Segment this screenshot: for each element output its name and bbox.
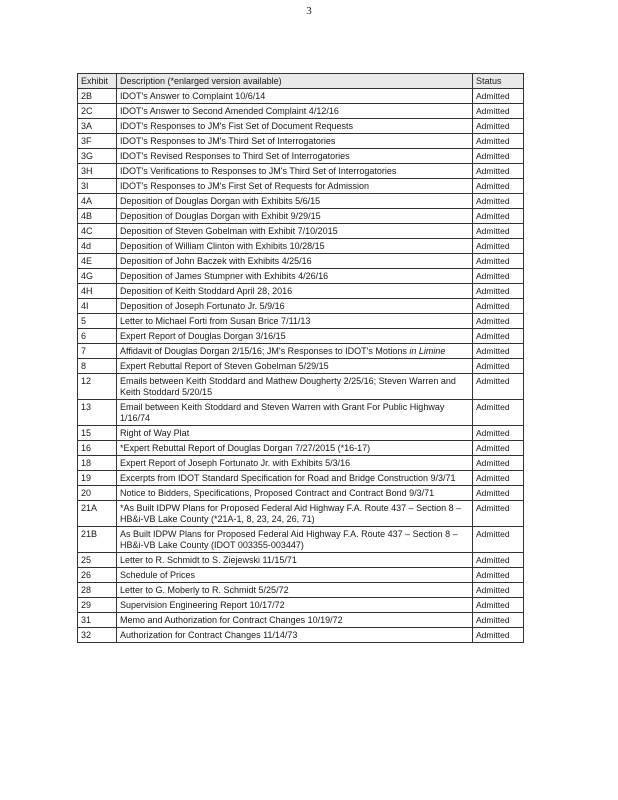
cell-exhibit: 13 xyxy=(78,400,117,426)
cell-description: Deposition of Douglas Dorgan with Exhibit 9/29/15 xyxy=(117,209,473,224)
cell-description: Right of Way Plat xyxy=(117,426,473,441)
cell-description: Schedule of Prices xyxy=(117,568,473,583)
cell-status: Admitted xyxy=(473,134,524,149)
cell-description: IDOT's Verifications to Responses to JM's Third Set of Interrogatories xyxy=(117,164,473,179)
cell-status: Admitted xyxy=(473,598,524,613)
cell-description: Letter to G. Moberly to R. Schmidt 5/25/72 xyxy=(117,583,473,598)
cell-exhibit: 19 xyxy=(78,471,117,486)
cell-status: Admitted xyxy=(473,149,524,164)
cell-exhibit: 4I xyxy=(78,299,117,314)
cell-status: Admitted xyxy=(473,119,524,134)
cell-exhibit: 31 xyxy=(78,613,117,628)
cell-status: Admitted xyxy=(473,329,524,344)
cell-description: Memo and Authorization for Contract Changes 10/19/72 xyxy=(117,613,473,628)
cell-description: Expert Report of Douglas Dorgan 3/16/15 xyxy=(117,329,473,344)
cell-exhibit: 21A xyxy=(78,501,117,527)
table-row xyxy=(78,374,524,400)
table-row xyxy=(78,501,524,527)
cell-exhibit: 4H xyxy=(78,284,117,299)
exhibit-table xyxy=(77,73,524,643)
cell-exhibit: 21B xyxy=(78,527,117,553)
cell-description: IDOT's Responses to JM's First Set of Requests for Admission xyxy=(117,179,473,194)
cell-description: Affidavit of Douglas Dorgan 2/15/16; JM's Responses to IDOT's Motions in Limine xyxy=(117,344,473,359)
cell-description: Expert Report of Joseph Fortunato Jr. with Exhibits 5/3/16 xyxy=(117,456,473,471)
cell-exhibit: 29 xyxy=(78,598,117,613)
table-row xyxy=(78,254,524,269)
cell-status: Admitted xyxy=(473,359,524,374)
table-row xyxy=(78,89,524,104)
cell-status: Admitted xyxy=(473,628,524,643)
cell-description: Letter to Michael Forti from Susan Brice 7/11/13 xyxy=(117,314,473,329)
header-description: Description (*enlarged version available) xyxy=(117,74,473,89)
cell-description: *Expert Rebuttal Report of Douglas Dorgan 7/27/2015 (*16-17) xyxy=(117,441,473,456)
table-row xyxy=(78,284,524,299)
cell-status: Admitted xyxy=(473,344,524,359)
cell-description: Deposition of Joseph Fortunato Jr. 5/9/16 xyxy=(117,299,473,314)
cell-description: Deposition of Steven Gobelman with Exhibit 7/10/2015 xyxy=(117,224,473,239)
cell-exhibit: 28 xyxy=(78,583,117,598)
cell-status: Admitted xyxy=(473,471,524,486)
table-row xyxy=(78,194,524,209)
page-number: 3 xyxy=(306,5,312,17)
cell-exhibit: 18 xyxy=(78,456,117,471)
table-row xyxy=(78,179,524,194)
cell-description: Deposition of James Stumpner with Exhibits 4/26/16 xyxy=(117,269,473,284)
cell-description: Excerpts from IDOT Standard Specification for Road and Bridge Construction 9/3/71 xyxy=(117,471,473,486)
cell-description: IDOT's Responses to JM's Fist Set of Document Requests xyxy=(117,119,473,134)
cell-description: Notice to Bidders, Specifications, Proposed Contract and Contract Bond 9/3/71 xyxy=(117,486,473,501)
cell-exhibit: 3A xyxy=(78,119,117,134)
table-row xyxy=(78,553,524,568)
table-row xyxy=(78,209,524,224)
cell-status: Admitted xyxy=(473,254,524,269)
table-row xyxy=(78,119,524,134)
cell-description: IDOT's Responses to JM's Third Set of Interrogatories xyxy=(117,134,473,149)
cell-description: *As Built IDPW Plans for Proposed Federal Aid Highway F.A. Route 437 – Section 8 – HB&i-VB Lake County (*21A-1, 8, 23, 24, 26, 71) xyxy=(117,501,473,527)
cell-status: Admitted xyxy=(473,501,524,527)
cell-description: IDOT's Answer to Second Amended Complaint 4/12/16 xyxy=(117,104,473,119)
table-row xyxy=(78,224,524,239)
header-exhibit: Exhibit xyxy=(78,74,117,89)
cell-exhibit: 2B xyxy=(78,89,117,104)
cell-description: Supervision Engineering Report 10/17/72 xyxy=(117,598,473,613)
table-row xyxy=(78,299,524,314)
cell-exhibit: 4E xyxy=(78,254,117,269)
table-header-row xyxy=(78,74,524,89)
cell-status: Admitted xyxy=(473,441,524,456)
cell-status: Admitted xyxy=(473,400,524,426)
cell-description: Expert Rebuttal Report of Steven Gobelman 5/29/15 xyxy=(117,359,473,374)
table-row xyxy=(78,628,524,643)
cell-exhibit: 32 xyxy=(78,628,117,643)
table-row xyxy=(78,329,524,344)
cell-description: Letter to R. Schmidt to S. Ziejewski 11/15/71 xyxy=(117,553,473,568)
table-row xyxy=(78,359,524,374)
table-row xyxy=(78,456,524,471)
cell-exhibit: 4d xyxy=(78,239,117,254)
cell-status: Admitted xyxy=(473,224,524,239)
cell-status: Admitted xyxy=(473,486,524,501)
cell-exhibit: 4C xyxy=(78,224,117,239)
cell-description: Authorization for Contract Changes 11/14/73 xyxy=(117,628,473,643)
cell-exhibit: 12 xyxy=(78,374,117,400)
cell-status: Admitted xyxy=(473,104,524,119)
cell-description: Deposition of William Clinton with Exhibits 10/28/15 xyxy=(117,239,473,254)
cell-exhibit: 3G xyxy=(78,149,117,164)
cell-status: Admitted xyxy=(473,239,524,254)
cell-status: Admitted xyxy=(473,583,524,598)
table-row xyxy=(78,239,524,254)
cell-description: IDOT's Revised Responses to Third Set of Interrogatories xyxy=(117,149,473,164)
cell-exhibit: 3H xyxy=(78,164,117,179)
cell-exhibit: 15 xyxy=(78,426,117,441)
table-row xyxy=(78,269,524,284)
cell-description: Emails between Keith Stoddard and Mathew Dougherty 2/25/16; Steven Warren and Keith Stoddard 5/20/15 xyxy=(117,374,473,400)
cell-status: Admitted xyxy=(473,426,524,441)
table-row xyxy=(78,400,524,426)
cell-exhibit: 2C xyxy=(78,104,117,119)
cell-exhibit: 4G xyxy=(78,269,117,284)
cell-exhibit: 4A xyxy=(78,194,117,209)
cell-status: Admitted xyxy=(473,527,524,553)
cell-description: As Built IDPW Plans for Proposed Federal Aid Highway F.A. Route 437 – Section 8 – HB&i-VB Lake County (IDOT 003355-003447) xyxy=(117,527,473,553)
cell-exhibit: 26 xyxy=(78,568,117,583)
table-row xyxy=(78,613,524,628)
table-row xyxy=(78,426,524,441)
cell-exhibit: 3I xyxy=(78,179,117,194)
cell-status: Admitted xyxy=(473,164,524,179)
cell-description: Deposition of John Baczek with Exhibits 4/25/16 xyxy=(117,254,473,269)
cell-exhibit: 7 xyxy=(78,344,117,359)
cell-status: Admitted xyxy=(473,568,524,583)
table-row xyxy=(78,527,524,553)
cell-status: Admitted xyxy=(473,194,524,209)
cell-status: Admitted xyxy=(473,613,524,628)
cell-exhibit: 8 xyxy=(78,359,117,374)
table-row xyxy=(78,471,524,486)
cell-status: Admitted xyxy=(473,179,524,194)
cell-exhibit: 6 xyxy=(78,329,117,344)
cell-status: Admitted xyxy=(473,89,524,104)
cell-status: Admitted xyxy=(473,284,524,299)
cell-exhibit: 3F xyxy=(78,134,117,149)
cell-exhibit: 20 xyxy=(78,486,117,501)
cell-status: Admitted xyxy=(473,456,524,471)
table-row xyxy=(78,104,524,119)
cell-status: Admitted xyxy=(473,269,524,284)
cell-description: Deposition of Keith Stoddard April 28, 2016 xyxy=(117,284,473,299)
table-row xyxy=(78,486,524,501)
cell-exhibit: 5 xyxy=(78,314,117,329)
cell-status: Admitted xyxy=(473,209,524,224)
table-row xyxy=(78,441,524,456)
table-row xyxy=(78,314,524,329)
cell-description: Deposition of Douglas Dorgan with Exhibits 5/6/15 xyxy=(117,194,473,209)
table-row xyxy=(78,164,524,179)
cell-status: Admitted xyxy=(473,299,524,314)
cell-exhibit: 4B xyxy=(78,209,117,224)
table-row xyxy=(78,344,524,359)
cell-status: Admitted xyxy=(473,553,524,568)
cell-exhibit: 16 xyxy=(78,441,117,456)
cell-status: Admitted xyxy=(473,314,524,329)
table-row xyxy=(78,568,524,583)
table-row xyxy=(78,598,524,613)
header-status: Status xyxy=(473,74,524,89)
italic-latin-phrase: in Limine xyxy=(409,346,446,356)
table-row xyxy=(78,149,524,164)
table-row xyxy=(78,134,524,149)
table-row xyxy=(78,583,524,598)
cell-status: Admitted xyxy=(473,374,524,400)
cell-description: Email between Keith Stoddard and Steven Warren with Grant For Public Highway 1/16/74 xyxy=(117,400,473,426)
cell-exhibit: 25 xyxy=(78,553,117,568)
cell-description: IDOT's Answer to Complaint 10/6/14 xyxy=(117,89,473,104)
